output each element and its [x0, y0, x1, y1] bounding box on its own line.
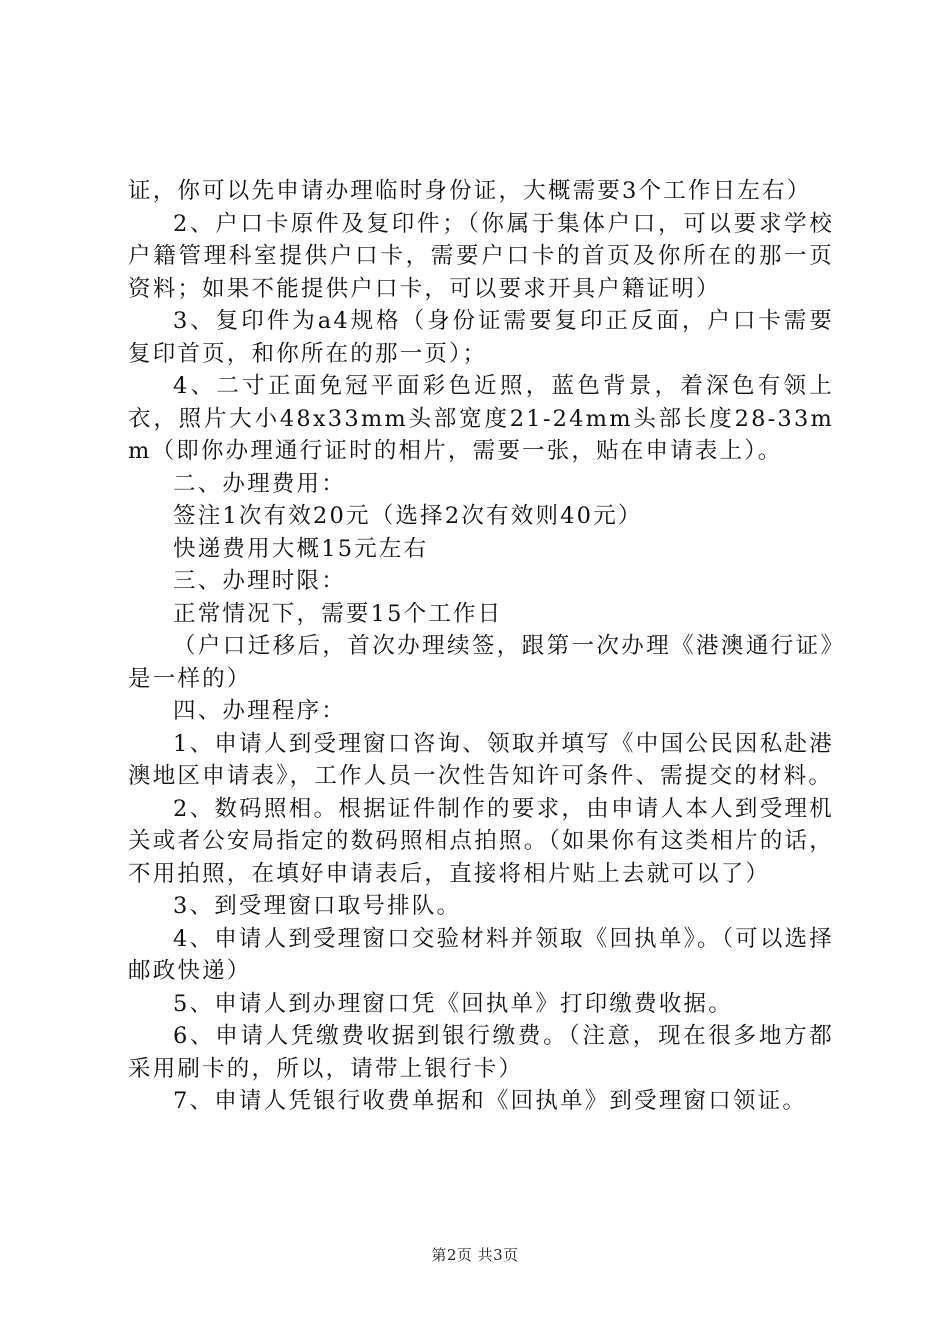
- paragraph: 4、申请人到受理窗口交验材料并领取《回执单》。（可以选择邮政快递）: [128, 925, 834, 984]
- paragraph: 4、二寸正面免冠平面彩色近照，蓝色背景，着深色有领上衣，照片大小48x33mm头部宽度21-24mm头部长度28-33mm（即你办理通行证时的相片，需要一张，贴在申请表上）。: [128, 373, 834, 464]
- paragraph: （户口迁移后，首次办理续签，跟第一次办理《港澳通行证》是一样的）: [128, 633, 834, 692]
- paragraph: 7、申请人凭银行收费单据和《回执单》到受理窗口领证。: [173, 1088, 808, 1114]
- section-heading: 二、办理费用：: [173, 470, 346, 497]
- paragraph: 快递费用大概15元左右: [173, 535, 429, 562]
- paragraph: 正常情况下，需要15个工作日: [173, 600, 503, 627]
- paragraph: 3、复印件为a4规格（身份证需要复印正反面，户口卡需要复印首页，和你所在的那一页）；: [128, 308, 834, 367]
- paragraph: 2、数码照相。根据证件制作的要求，由申请人本人到受理机关或者公安局指定的数码照相点拍照。（如果你有这类相片的话，不用拍照，在填好申请表后，直接将相片贴上去就可以了）: [128, 795, 834, 887]
- paragraph: 2、户口卡原件及复印件；（你属于集体户口，可以要求学校户籍管理科室提供户口卡，需要户口卡的首页及你所在的那一页资料；如果不能提供户口卡，可以要求开具户籍证明）: [128, 210, 834, 302]
- paragraph: 3、到受理窗口取号排队。: [173, 893, 462, 919]
- section-heading: 三、办理时限：: [173, 568, 346, 594]
- paragraph: 6、申请人凭缴费收据到银行缴费。（注意，现在很多地方都采用刷卡的，所以，请带上银行卡）: [128, 1023, 834, 1082]
- paragraph: 签注1次有效20元（选择2次有效则40元）: [173, 503, 643, 529]
- paragraph: 1、申请人到受理窗口咨询、领取并填写《中国公民因私赴港澳地区申请表》，工作人员一次性告知许可条件、需提交的材料。: [128, 730, 834, 789]
- page-footer: 第2页 共3页: [431, 1246, 519, 1264]
- paragraph: 证，你可以先申请办理临时身份证，大概需要3个工作日左右）: [128, 178, 812, 204]
- document-body: [128, 175, 834, 1118]
- section-heading: 四、办理程序：: [173, 698, 346, 724]
- paragraph: 5、申请人到办理窗口凭《回执单》打印缴费收据。: [173, 990, 733, 1017]
